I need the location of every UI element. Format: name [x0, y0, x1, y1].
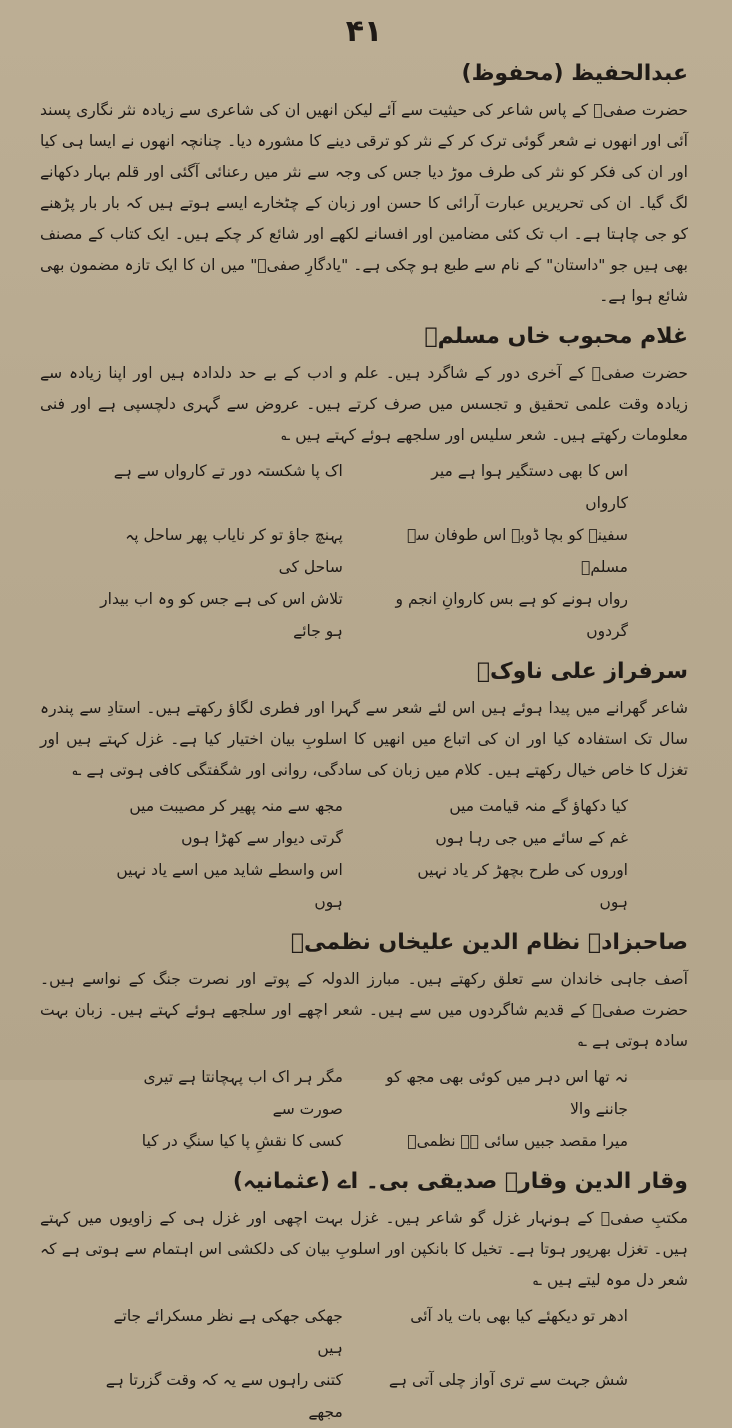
section-waqaruddin — [40, 1167, 688, 1428]
section-paragraph: حضرت صفیؔ کے پاس شاعر کی حیثیت سے آئے لیکن انھیں ان کی شاعری سے زیادہ نثر نگاری پسند آئی اور انھوں نے شعر گوئی ترک کر کے نثر کو ترقی دینے کا مشورہ دیا۔ چنانچہ انھوں نے ایسا ہی کیا اور ان کی فکر کو نثر کی طرف موڑ دیا جس کی وجہ سے نثر میں رعنائی آگئی اور قلم بہار دکھانے لگ گیا۔ ان کی تحریریں عبارت آرائی کا حسن اور زبان کے چٹخارے ایسے ہوتے ہیں کہ بار بار پڑھنے کو جی چاہتا ہے۔ اب تک کئی مضامین اور افسانے لکھے اور شائع کر چکے ہیں۔ ایک کتاب کے مصنف بھی ہیں جو "داستان" کے نام سے طبع ہو چکی ہے۔ "یادگارِ صفیؔ" میں ان کا ایک تازہ مضمون بھی شائع ہوا ہے۔ — [40, 101, 688, 305]
verse-line: تلاش اس کی ہے جس کو وہ اب بیدار ہو جائے — [100, 590, 343, 640]
verse-line: سفینے کو بچا ڈوبے اس طوفان سے مسلمؔ — [407, 526, 628, 576]
verse-line: رواں ہونے کو ہے بس کاروانِ انجم و گردوں — [395, 590, 628, 640]
verse-line: میرا مقصد جبیں سائی ہے نظمیؔ — [407, 1132, 628, 1150]
verse-line: پہنچ جاؤ تو کر نایاب پھر ساحل پہ ساحل کی — [125, 526, 343, 576]
verse-line: جھکی جھکی ہے نظر مسکرائے جاتے ہیں — [113, 1307, 343, 1357]
verse-line: کسی کا نقشِ پا کیا سنگِ در کیا — [141, 1132, 343, 1150]
section-paragraph: شاعر گھرانے میں پیدا ہوئے ہیں اس لئے شعر سے گہرا اور فطری لگاؤ رکھتے ہیں۔ استادِ سے پندرہ سال تک استفادہ کیا اور ان کی اتباع میں انھیں کا اسلوبِ بیان اختیار کیا ہے۔ غزل کہتے ہیں اور تغزل کا خاص خیال رکھتے ہیں۔ کلام میں زبان کی سادگی، روانی اور شگفتگی کافی ہوتی ہے ؎ — [40, 699, 688, 779]
couplet — [40, 822, 688, 854]
section-abdul-hafeez — [40, 59, 688, 312]
verse-block — [40, 1061, 688, 1157]
section-sarfaraz-ali — [40, 657, 688, 918]
couplet — [40, 1061, 688, 1125]
verse-line: غم کے سائے میں جی رہا ہوں — [435, 829, 628, 847]
section-paragraph: حضرت صفیؔ کے آخری دور کے شاگرد ہیں۔ علم و ادب کے بے حد دلدادہ ہیں اور اپنا زیادہ سے زیادہ وقت علمی تحقیق و تجسس میں صرف کرتے ہیں۔ عروض سے گہری دلچسپی ہے اور فنی معلومات رکھتے ہیں۔ شعر سلیس اور سلجھے ہوئے کہتے ہیں ؎ — [40, 364, 688, 444]
section-heading: سرفراز علی ناوکؔ — [476, 659, 688, 684]
verse-line: مجھ سے منہ پھیر کر مصیبت میں — [129, 797, 343, 815]
verse-line: اوروں کی طرح بچھڑ کر یاد نہیں ہوں — [417, 861, 628, 911]
couplet — [40, 455, 688, 519]
section-nizamuddin — [40, 928, 688, 1157]
page-number: ۴۱ — [345, 14, 383, 49]
couplet — [40, 583, 688, 647]
couplet — [40, 1125, 688, 1157]
verse-block — [40, 455, 688, 647]
verse-line: گرتی دیوار سے کھڑا ہوں — [181, 829, 343, 847]
verse-line: مگر ہر اک اب پہچانتا ہے تیری صورت سے — [143, 1068, 343, 1118]
couplet — [40, 854, 688, 918]
verse-line: نہ تھا اس دہر میں کوئی بھی مجھ کو جاننے والا — [385, 1068, 628, 1118]
couplet — [40, 790, 688, 822]
section-heading: وقار الدین وقارؔ صدیقی بی۔ اے (عثمانیہ) — [232, 1169, 688, 1194]
couplet — [40, 519, 688, 583]
verse-line: اس واسطے شاید میں اسے یاد نہیں ہوں — [116, 861, 343, 911]
verse-line: شش جہت سے تری آواز چلی آتی ہے — [388, 1371, 628, 1389]
section-heading: غلام محبوب خاں مسلمؔ — [424, 324, 688, 349]
verse-line: ادھر تو دیکھئے کیا بھی بات یاد آئی — [410, 1307, 628, 1325]
section-heading: صاحبزادہ نظام الدین علیخاں نظمیؔ — [290, 930, 688, 955]
verse-block — [40, 1300, 688, 1428]
verse-block — [40, 790, 688, 918]
couplet — [40, 1300, 688, 1364]
section-heading: عبدالحفیظ (محفوظ) — [461, 61, 688, 86]
verse-line: اک پا شکستہ دور تے کارواں سے ہے — [113, 462, 343, 480]
couplet — [40, 1364, 688, 1428]
section-ghulam-mehboob — [40, 322, 688, 647]
verse-line: کیا دکھاؤ گے منہ قیامت میں — [449, 797, 628, 815]
section-paragraph: مکتبِ صفیؔ کے ہونہار غزل گو شاعر ہیں۔ غزل بہت اچھی اور غزل ہی کے زاویوں میں کہتے ہیں۔ تغزل بھرپور ہوتا ہے۔ تخیل کا بانکپن اور اسلوبِ بیان کی دلکشی اس اہتمام سے ہوتی ہے کہ شعر دل موہ لیتے ہیں ؎ — [40, 1209, 688, 1289]
verse-line: اس کا بھی دستگیر ہوا ہے میر کارواں — [431, 462, 628, 512]
verse-line: کتنی راہوں سے یہ کہ وقت گزرتا ہے مجھے — [105, 1371, 343, 1421]
section-paragraph: آصف جاہی خاندان سے تعلق رکھتے ہیں۔ مبارز الدولہ کے پوتے اور نصرت جنگ کے نواسے ہیں۔ حضرت صفیؔ کے قدیم شاگردوں میں سے ہیں۔ شعر اچھے اور سلجھے ہوئے کہتے ہیں۔ زبان بہت سادہ ہوتی ہے ؎ — [40, 970, 688, 1050]
